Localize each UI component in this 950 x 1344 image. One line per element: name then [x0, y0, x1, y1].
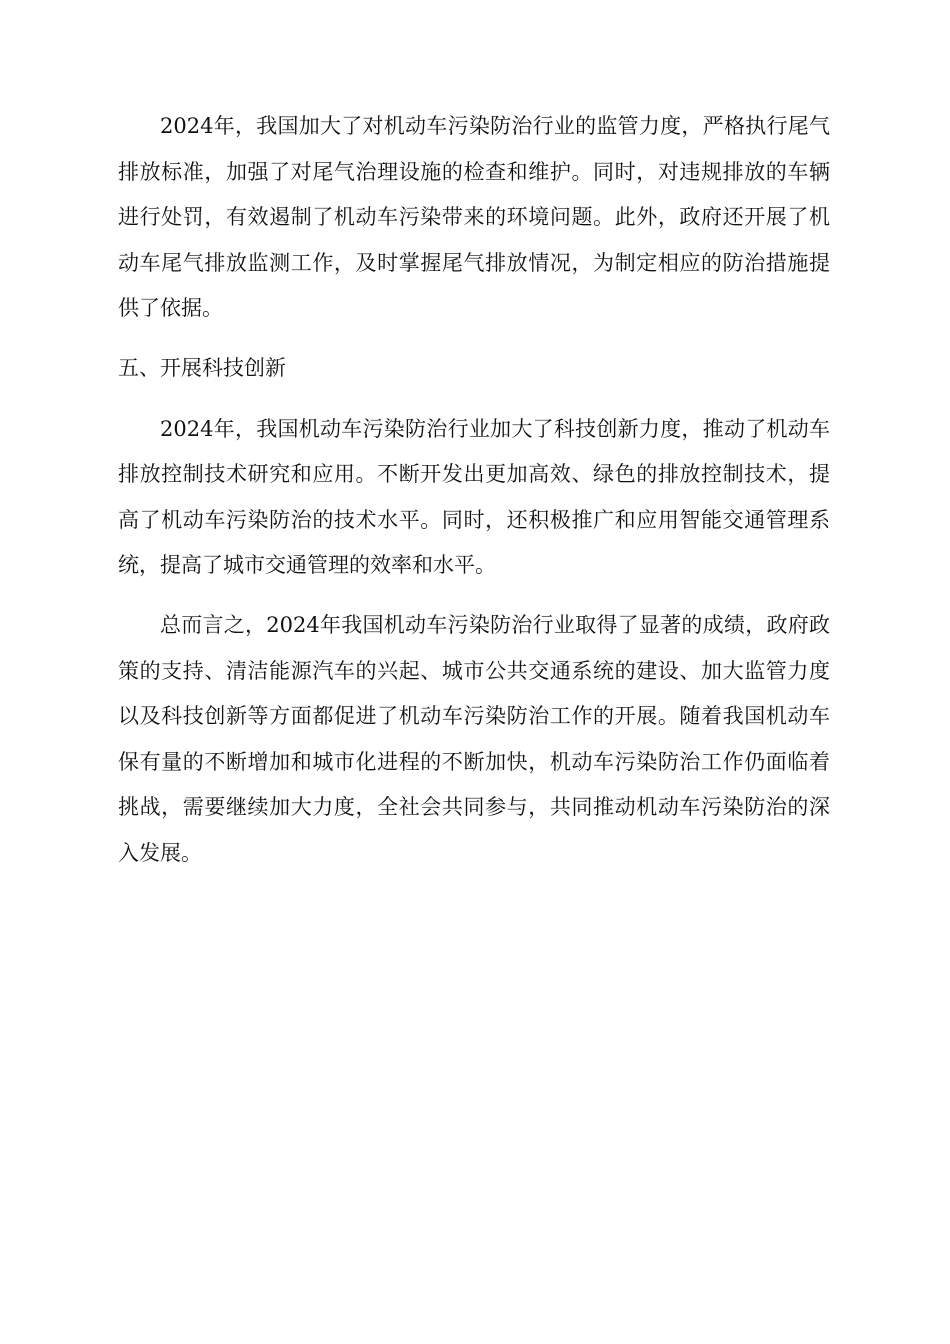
paragraph-tech-innovation: 2024年，我国机动车污染防治行业加大了科技创新力度，推动了机动车排放控制技术研究和应用。不断开发出更加高效、绿色的排放控制技术，提高了机动车污染防治的技术水平。同时，还积极推广和应用智能交通管理系统，提高了城市交通管理的效率和水平。: [118, 416, 830, 578]
paragraph-supervision: 2024年，我国加大了对机动车污染防治行业的监管力度，严格执行尾气排放标准，加强了对尾气治理设施的检查和维护。同时，对违规排放的车辆进行处罚，有效遏制了机动车污染带来的环境问题。此外，政府还开展了机动车尾气排放监测工作，及时掌握尾气排放情况，为制定相应的防治措施提供了依据。: [118, 114, 830, 321]
section-heading-tech-innovation: 五、开展科技创新: [118, 355, 286, 380]
paragraph-conclusion: 总而言之，2024年我国机动车污染防治行业取得了显著的成绩，政府政策的支持、清洁能源汽车的兴起、城市公共交通系统的建设、加大监管力度以及科技创新等方面都促进了机动车污染防治工作的开展。随着我国机动车保有量的不断增加和城市化进程的不断加快，机动车污染防治工作仍面临着挑战，需要继续加大力度，全社会共同参与，共同推动机动车污染防治的深入发展。: [118, 612, 830, 865]
document-page: [118, 104, 830, 877]
